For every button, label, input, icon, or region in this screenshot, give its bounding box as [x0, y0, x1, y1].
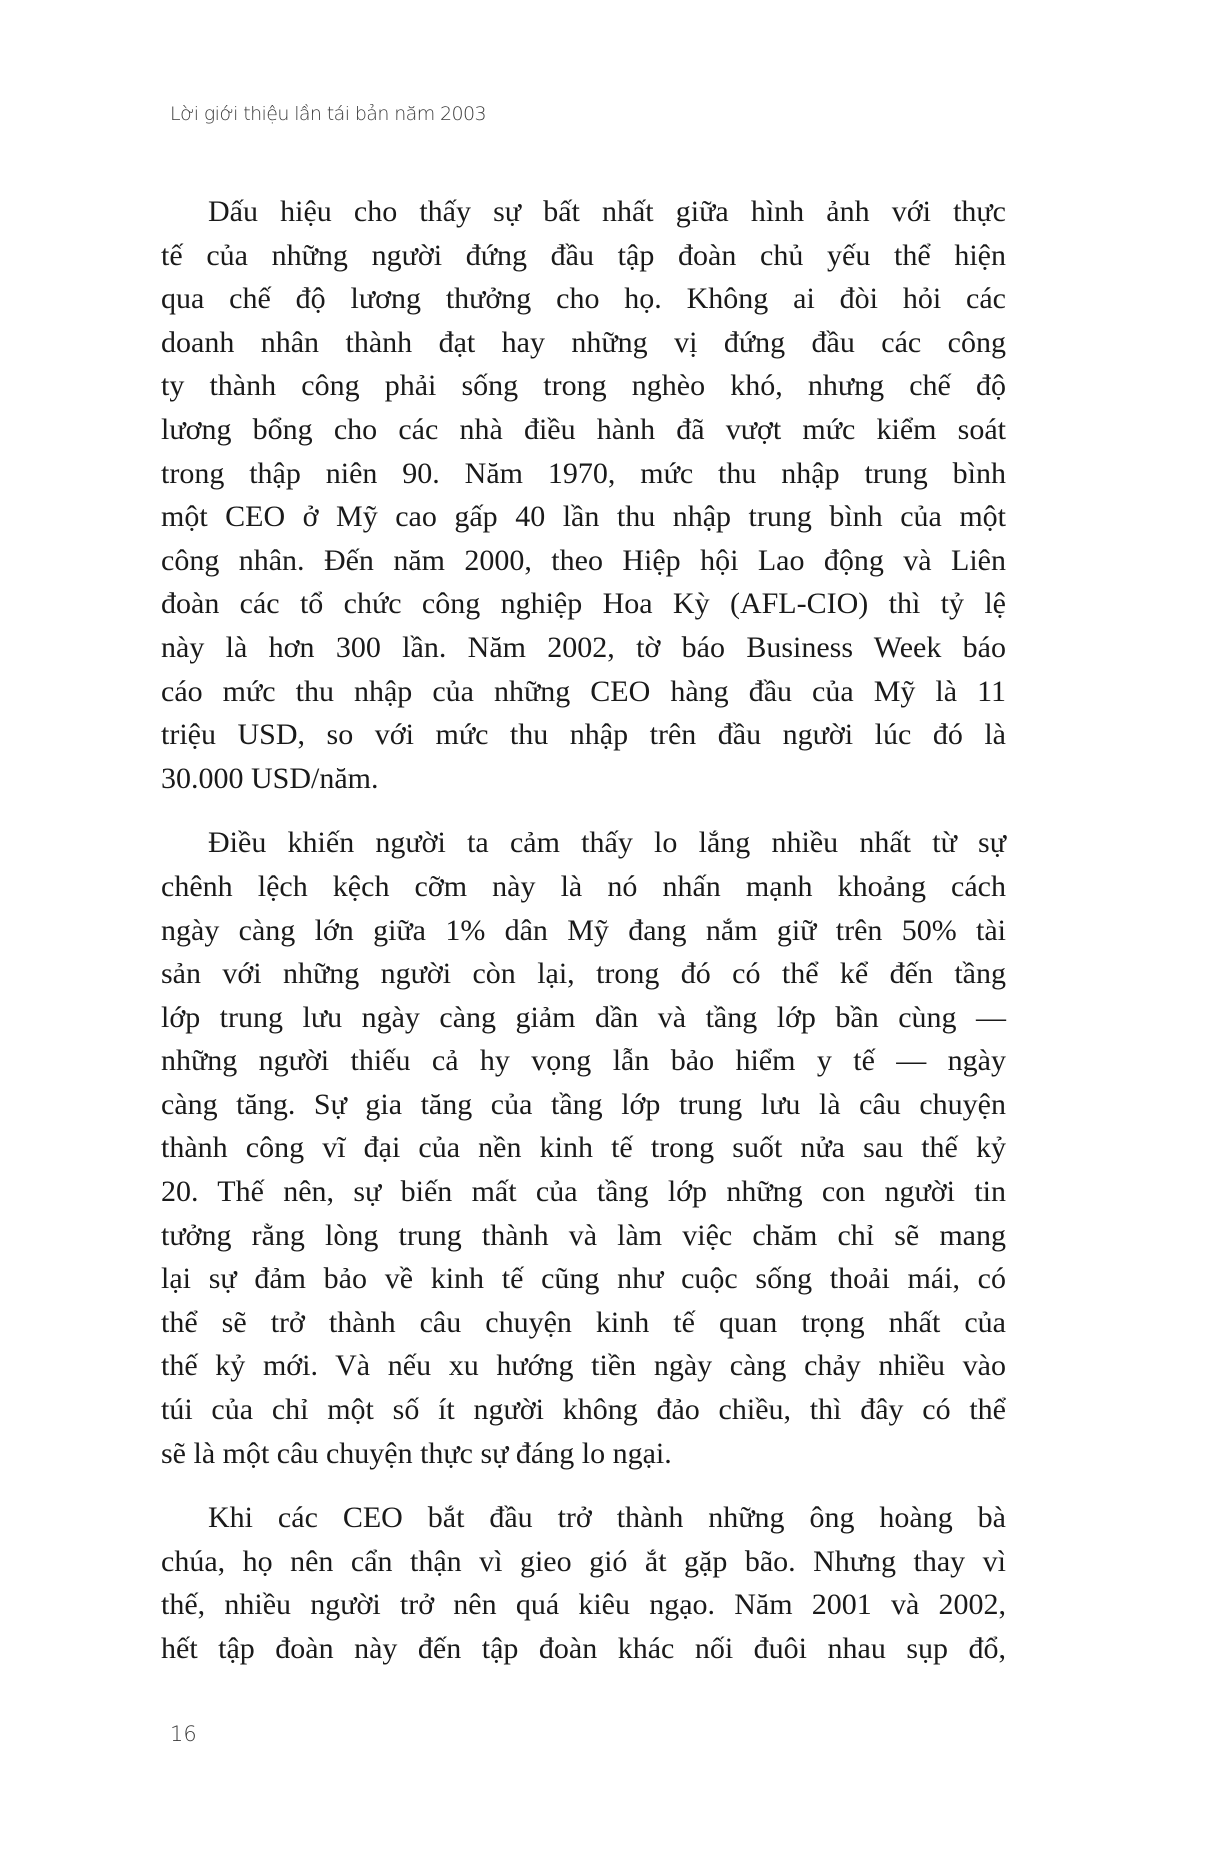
- text-line: càng tăng. Sự gia tăng của tầng lớp trung lưu là câu chuyện: [161, 1087, 1006, 1121]
- text-line: cáo mức thu nhập của những CEO hàng đầu của Mỹ là 11: [161, 674, 1006, 708]
- text-line: sản với những người còn lại, trong đó có thể kể đến tầng: [161, 957, 1006, 991]
- text-line: 20. Thế nên, sự biến mất của tầng lớp những con người tin: [161, 1175, 1006, 1209]
- text-line: sẽ là một câu chuyện thực sự đáng lo ngại.: [161, 1436, 672, 1470]
- running-head: Lời giới thiệu lần tái bản năm 2003: [170, 103, 486, 125]
- text-line: thể sẽ trở thành câu chuyện kinh tế quan trọng nhất của: [161, 1305, 1006, 1339]
- text-line: tế của những người đứng đầu tập đoàn chủ yếu thể hiện: [161, 238, 1006, 272]
- text-line: hết tập đoàn này đến tập đoàn khác nối đuôi nhau sụp đổ,: [161, 1632, 1006, 1665]
- text-line: này là hơn 300 lần. Năm 2002, tờ báo Business Week báo: [161, 630, 1006, 664]
- text-line: lương bổng cho các nhà điều hành đã vượt mức kiểm soát: [161, 412, 1006, 446]
- text-line: doanh nhân thành đạt hay những vị đứng đầu các công: [161, 325, 1006, 359]
- paragraph: [161, 1496, 1006, 1670]
- text-line: túi của chỉ một số ít người không đảo chiều, thì đây có thể: [161, 1393, 1006, 1427]
- paragraph: [161, 190, 1006, 800]
- text-line: thế, nhiều người trở nên quá kiêu ngạo. Năm 2001 và 2002,: [161, 1588, 1006, 1622]
- text-line: triệu USD, so với mức thu nhập trên đầu người lúc đó là: [161, 718, 1006, 752]
- text-line: Điều khiến người ta cảm thấy lo lắng nhiều nhất từ sự: [208, 826, 1006, 860]
- text-line: lớp trung lưu ngày càng giảm dần và tầng lớp bần cùng —: [161, 1000, 1006, 1034]
- text-line: trong thập niên 90. Năm 1970, mức thu nhập trung bình: [161, 456, 1006, 490]
- text-line: ngày càng lớn giữa 1% dân Mỹ đang nắm giữ trên 50% tài: [161, 913, 1006, 947]
- page-number: 16: [170, 1722, 197, 1746]
- text-line: một CEO ở Mỹ cao gấp 40 lần thu nhập trung bình của một: [161, 500, 1006, 534]
- text-line: ty thành công phải sống trong nghèo khó, nhưng chế độ: [161, 369, 1006, 403]
- text-line: Dấu hiệu cho thấy sự bất nhất giữa hình ảnh với thực: [208, 195, 1006, 228]
- text-line: đoàn các tổ chức công nghiệp Hoa Kỳ (AFL-CIO) thì tỷ lệ: [161, 587, 1006, 621]
- text-line: thế kỷ mới. Và nếu xu hướng tiền ngày càng chảy nhiều vào: [161, 1349, 1006, 1383]
- text-line: lại sự đảm bảo về kinh tế cũng như cuộc sống thoải mái, có: [161, 1262, 1006, 1296]
- text-line: thành công vĩ đại của nền kinh tế trong suốt nửa sau thế kỷ: [161, 1131, 1006, 1165]
- text-line: 30.000 USD/năm.: [161, 761, 379, 795]
- paragraph: [161, 821, 1006, 1475]
- text-line: những người thiếu cả hy vọng lẫn bảo hiểm y tế — ngày: [161, 1044, 1006, 1078]
- text-line: chúa, họ nên cẩn thận vì gieo gió ắt gặp bão. Nhưng thay vì: [161, 1544, 1006, 1578]
- text-line: chênh lệch kệch cỡm này là nó nhấn mạnh khoảng cách: [161, 869, 1006, 903]
- text-line: tưởng rằng lòng trung thành và làm việc chăm chỉ sẽ mang: [161, 1218, 1006, 1252]
- body-text: [161, 190, 1006, 1692]
- text-line: công nhân. Đến năm 2000, theo Hiệp hội Lao động và Liên: [161, 543, 1006, 577]
- text-line: qua chế độ lương thưởng cho họ. Không ai đòi hỏi các: [161, 282, 1006, 316]
- text-line: Khi các CEO bắt đầu trở thành những ông hoàng bà: [208, 1501, 1006, 1535]
